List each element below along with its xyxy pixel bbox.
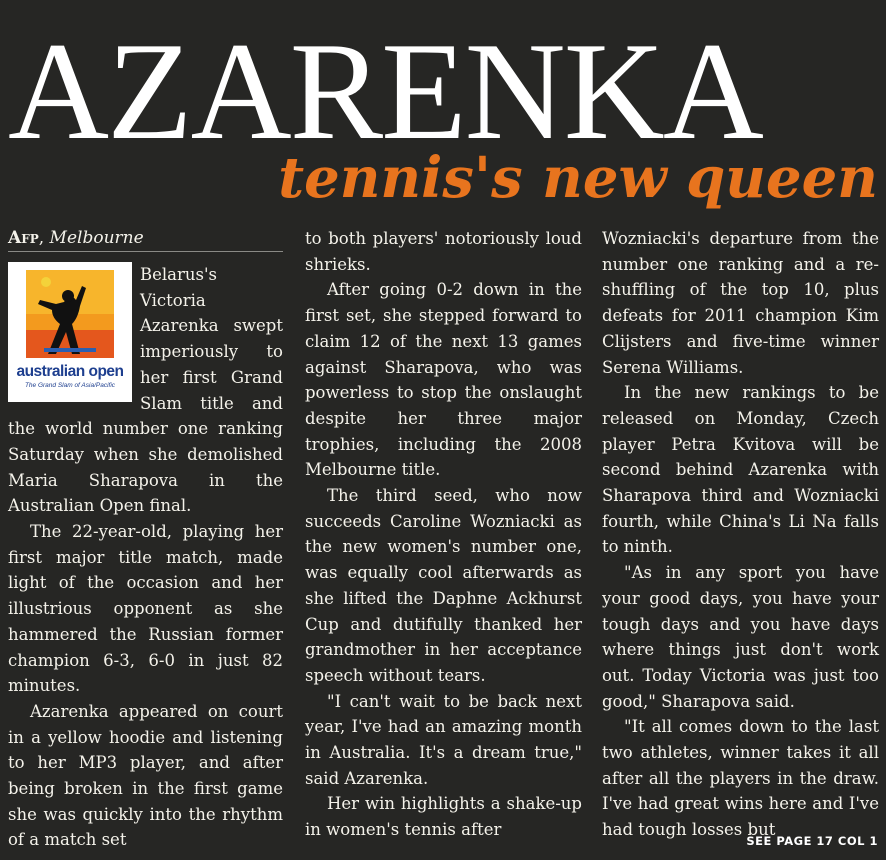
paragraph: The 22-year-old, playing her first major title match, made light of the occasion and her illustrious opponent as she hammered the Russian former champion 6-3, 6-0 in just 82 minutes. [8,522,283,696]
paragraph: In the new rankings to be released on Monday, Czech player Petra Kvitova will be second behind Azarenka with Sharapova third and Wozniacki fourth, while China's Li Na falls to ninth. [602,383,879,557]
byline-separator: , [38,228,50,248]
logo-tagline: The Grand Slam of Asia/Pacific [24,382,116,389]
paragraph: After going 0-2 down in the first set, she stepped forward to claim 12 of the next 13 games against Sharapova, who was powerless to stop the onslaught despite her three major trophies, including the 2008 Melbourne title. [305,280,582,480]
paragraph: "As in any sport you have your good days, you have your tough days and you have days where things just don't work out. Today Victoria was just too good," Sharapova said. [602,563,879,711]
paragraph: Wozniacki's departure from the number one ranking and a re-shuffling of the top 10, plus defeats for 2011 champion Kim Clijsters and five-time winner Serena Williams. [602,229,879,377]
paragraph: "It all comes down to the last two athletes, winner takes it all after all the players in the draw. I've had great wins here and I've had tough losses but [602,717,879,840]
paragraph: Her win highlights a shake-up in women's tennis after [305,794,582,840]
byline [8,226,283,252]
byline-place: Melbourne [49,228,144,248]
article-column-1 [8,226,283,853]
byline-agency: Afp [8,228,39,248]
tennis-player-icon [8,262,132,402]
paragraph: "I can't wait to be back next year, I've had an amazing month in Australia. It's a dream true," said Azarenka. [305,691,582,788]
continuation-note: SEE PAGE 17 COL 1 [746,834,878,848]
article-column-2 [305,226,582,843]
paragraph: to both players' notoriously loud shrieks. [305,229,582,274]
paragraph: Belarus's Victoria Azarenka swept imperiously to her first Grand Slam title and the world number one ranking Saturday when she demolished Maria Sharapova in the Australian Open final. [8,265,283,516]
australian-open-logo [8,262,132,402]
logo-wordmark: australian open [16,363,124,380]
paragraph: The third seed, who now succeeds Caroline Wozniacki as the new women's number one, was equally cool afterwards as she lifted the Daphne Ackhurst Cup and dutifully thanked her grandmother in her acceptance speech without tears. [305,486,582,685]
subheadline: tennis's new queen [278,145,878,211]
headline: AZARENKA [8,14,762,169]
paragraph: Azarenka appeared on court in a yellow hoodie and listening to her MP3 player, and after being broken in the first game she was quickly into the rhythm of a match set [8,701,283,850]
article-column-3 [602,226,879,843]
